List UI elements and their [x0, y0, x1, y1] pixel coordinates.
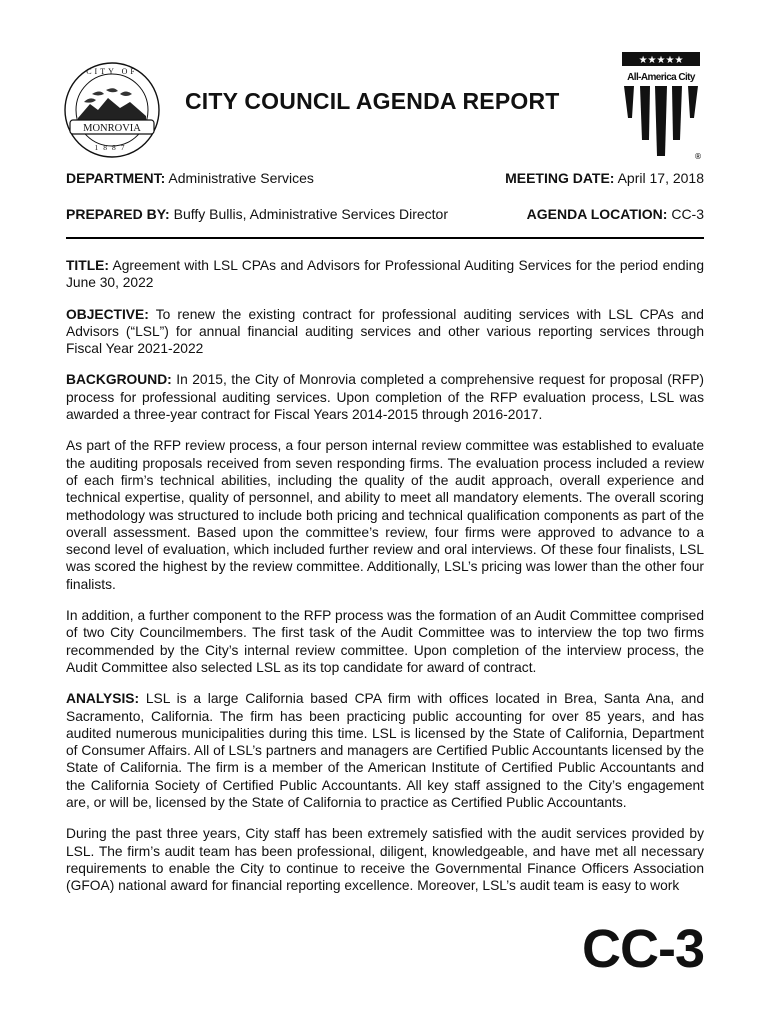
department-label: DEPARTMENT:: [66, 170, 166, 186]
header-divider: [66, 237, 704, 239]
department-value: Administrative Services: [168, 170, 314, 186]
svg-text:★★★★★: ★★★★★: [638, 55, 684, 66]
meeting-date-value: April 17, 2018: [617, 170, 704, 186]
agenda-code-footer: CC-3: [581, 919, 704, 979]
monrovia-city-seal: [62, 60, 162, 160]
registered-mark: ®: [694, 152, 702, 161]
meeting-date-line: [505, 170, 704, 186]
objective-paragraph: [66, 306, 704, 358]
background-paragraph: [66, 371, 704, 423]
agenda-location-value: CC-3: [671, 206, 704, 222]
title-text: Agreement with LSL CPAs and Advisors for Professional Auditing Services for the period ending June 30, 2022: [66, 258, 704, 291]
past-three-years-paragraph: During the past three years, City staff has been extremely satisfied with the audit services provided by LSL. The firm’s audit team has been professional, diligent, knowledgeable, and have met all necessary requirements to enable the City to continue to receive the Governmental Finance Officers Association (GFOA) national award for financial reporting excellence. Moreover, LSL’s audit team is easy to work: [66, 826, 704, 894]
analysis-label: ANALYSIS:: [66, 691, 140, 707]
all-america-city-logo: [614, 48, 708, 162]
agenda-location-line: [527, 206, 704, 222]
analysis-text: LSL is a large California based CPA firm with offices located in Brea, Santa Ana, and Sacramento, California. The firm has been practicing public accounting for over 85 years, and has audited numerous municipalities during this time. LSL is licensed by the State of California, Department of Consumer Affairs. All of LSL’s partners and managers are Certified Public Accountants licensed by the State of California. The firm is a member of the American Institute of Certified Public Accountants and the California Society of Certified Public Accountants. All key staff assigned to the City’s engagement are, or will be, licensed by the State of California to practice as Certified Public Accountants.: [66, 691, 704, 811]
agenda-location-label: AGENDA LOCATION:: [526, 206, 668, 222]
seal-name: MONROVIA: [83, 123, 141, 134]
department-line: [66, 170, 314, 186]
objective-text: To renew the existing contract for professional auditing services with LSL CPAs and Advisors (“LSL”) for annual financial auditing services and other various reporting services through Fiscal Year 2021-2022: [66, 306, 704, 357]
objective-label: OBJECTIVE:: [66, 306, 149, 322]
prepared-by-value: Buffy Bullis, Administrative Services Director: [173, 206, 448, 222]
seal-top-text: CITY OF: [86, 67, 138, 76]
background-text: In 2015, the City of Monrovia completed a comprehensive request for proposal (RFP) process for professional auditing services. Upon completion of the RFP evaluation process, LSL was awarded a three-year contract for Fiscal Years 2014-2015 through 2016-2017.: [66, 372, 704, 423]
seal-year: 1887: [94, 143, 130, 152]
audit-committee-paragraph: In addition, a further component to the RFP process was the formation of an Audit Committee comprised of two City Councilmembers. The first task of the Audit Committee was to interview the top two firms recommended by the City’s internal review committee. Upon completion of the interview process, the Audit Committee also selected LSL as its top candidate for award of contract.: [66, 608, 704, 675]
page-title: CITY COUNCIL AGENDA REPORT: [185, 88, 560, 114]
rfp-review-paragraph: As part of the RFP review process, a four person internal review committee was established to evaluate the auditing proposals received from seven responding firms. The evaluation process included a review of each firm’s technical abilities, including the quality of the audit approach, overall experience and technical expertise, quality of personnel, and ability to meet all mandatory elements. The overall scoring methodology was structured to include both pricing and technical qualification components as part of the overall assessment. Based upon the committee’s review, four firms were approved to advance to a second level of evaluation, which included further review and oral interviews. Of these four finalists, LSL was scored the highest by the review committee. Additionally, LSL’s pricing was lower than the other four finalists.: [66, 438, 704, 592]
analysis-paragraph: [66, 690, 704, 811]
title-paragraph: [66, 257, 704, 292]
meeting-date-label: MEETING DATE:: [505, 170, 615, 186]
report-body: [66, 257, 704, 909]
all-america-city-text: All-America City: [627, 72, 695, 83]
background-label: BACKGROUND:: [66, 372, 172, 388]
prepared-by-line: [66, 206, 448, 222]
prepared-by-label: PREPARED BY:: [66, 206, 170, 222]
title-label: TITLE:: [66, 258, 109, 273]
